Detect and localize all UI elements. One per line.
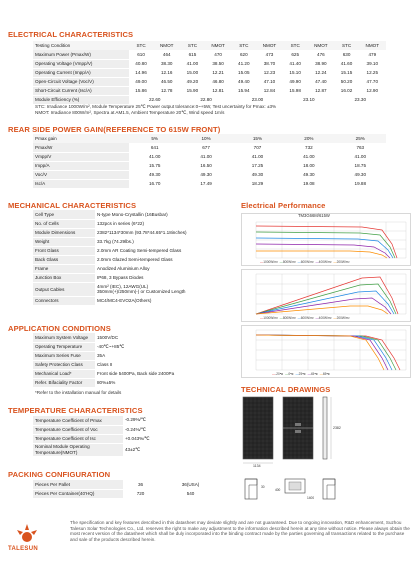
- efficiency-row: [33, 95, 386, 104]
- rear-header-cell: Pmax gain: [33, 134, 129, 143]
- rear-cell: Pmax/W: [33, 143, 129, 152]
- mechanical-cell: No. of Cells: [33, 219, 95, 228]
- technical-drawing: [241, 395, 411, 520]
- rear-gain-title: REAR SIDE POWER GAIN(REFERENCE TO 615W FRONT): [8, 125, 221, 134]
- application-cell: Maximum System Voltage: [33, 333, 95, 342]
- application-row: [33, 360, 223, 369]
- electrical-cell: 49.90: [283, 77, 307, 86]
- mechanical-row: [33, 264, 223, 273]
- frame-detail-3: [323, 479, 335, 499]
- electrical-table: [33, 41, 386, 105]
- rear-cell: 18.29: [232, 179, 283, 188]
- electrical-cell: 16.02: [335, 86, 359, 95]
- rear-cell: 49.30: [232, 170, 283, 179]
- electrical-cell: Maximum Power (Pmax/W): [33, 50, 129, 59]
- mechanical-title: MECHANICAL CHARACTERISTICS: [8, 201, 137, 210]
- electrical-header-cell: NMOT: [256, 41, 283, 50]
- electrical-cell: 40.80: [129, 59, 153, 68]
- electrical-cell: 620: [232, 50, 256, 59]
- mechanical-cell: 33.7kg (74.29lbs.): [95, 237, 223, 246]
- electrical-row: [33, 86, 386, 95]
- electrical-cell: 50.20: [335, 77, 359, 86]
- electrical-cell: 15.00: [180, 68, 204, 77]
- electrical-row: [33, 68, 386, 77]
- rear-header-cell: 15%: [232, 134, 283, 143]
- electrical-cell: 14.96: [129, 68, 153, 77]
- rear-cell: 19.88: [335, 179, 386, 188]
- application-title: APPLICATION CONDITIONS: [8, 324, 111, 333]
- electrical-header-cell: STC: [335, 41, 359, 50]
- mechanical-cell: 2382*1134*30mm (93.78*44.65*1.18inches): [95, 228, 223, 237]
- rear-cell: 49.30: [283, 170, 334, 179]
- rear-cell: Isc/A: [33, 179, 129, 188]
- mechanical-row: [33, 296, 223, 305]
- electrical-cell: 15.90: [180, 86, 204, 95]
- electrical-cell: 470: [204, 50, 231, 59]
- electrical-cell: 46.50: [153, 77, 180, 86]
- temp-curve-5: [256, 335, 384, 370]
- rear-cell: 41.00: [232, 152, 283, 161]
- application-cell: Safety Protection Class: [33, 360, 95, 369]
- rear-cell: 17.49: [180, 179, 231, 188]
- electrical-cell: 464: [153, 50, 180, 59]
- mechanical-cell: IP68, 3 Bypass Diodes: [95, 273, 223, 282]
- rear-gain-table: [33, 134, 386, 189]
- mechanical-cell: 4mm² (IEC), 12AWG(UL) 350mm(+)/250mm(-) or Customized Length: [95, 282, 223, 296]
- electrical-cell: 12.84: [256, 86, 283, 95]
- electrical-cell: 615: [180, 50, 204, 59]
- electrical-cell: 630: [335, 50, 359, 59]
- application-row: [33, 342, 223, 351]
- rear-cell: 18.75: [335, 161, 386, 170]
- electrical-cell: 473: [256, 50, 283, 59]
- front-view-panel: [243, 397, 273, 459]
- electrical-header-cell: STC: [180, 41, 204, 50]
- electrical-cell: 49.20: [180, 77, 204, 86]
- electrical-cell: 15.10: [283, 68, 307, 77]
- electrical-header-cell: STC: [283, 41, 307, 50]
- electrical-cell: 12.23: [256, 68, 283, 77]
- electrical-cell: Operating Current (Impp/A): [33, 68, 129, 77]
- rear-cell: Vmpp/V: [33, 152, 129, 161]
- application-row: [33, 351, 223, 360]
- rear-cell: 16.70: [129, 179, 180, 188]
- mechanical-cell: Front Glass: [33, 246, 95, 255]
- electrical-cell: 47.40: [307, 77, 334, 86]
- rear-cell: 49.30: [335, 170, 386, 179]
- rear-cell: 732: [283, 143, 334, 152]
- electrical-cell: 41.20: [232, 59, 256, 68]
- rear-header-cell: 10%: [180, 134, 231, 143]
- mechanical-cell: Connectors: [33, 296, 95, 305]
- electrical-cell: 49.00: [129, 77, 153, 86]
- rear-header-cell: 5%: [129, 134, 180, 143]
- temp-chart: [241, 325, 411, 378]
- mechanical-cell: 2.0mm AR Coating Semi-tempered Glass: [95, 246, 223, 255]
- electrical-cell: 625: [283, 50, 307, 59]
- brand-name: TALESUN: [8, 546, 38, 552]
- iv-chart-model: TM3G66M/615W: [298, 213, 330, 218]
- rear-cell: 49.30: [180, 170, 231, 179]
- temperature-cell: +0.043%/℃: [123, 434, 223, 443]
- mechanical-cell: MC4/MC4-EVO2A(Others): [95, 296, 223, 305]
- iv-curve-600: [256, 238, 393, 258]
- packing-title: PACKING CONFIGURATION: [8, 470, 111, 479]
- temperature-cell: -0.29%/℃: [123, 416, 223, 425]
- mechanical-row: [33, 273, 223, 282]
- electrical-title: ELECTRICAL CHARACTERISTICS: [8, 30, 134, 39]
- iv-chart: [241, 213, 411, 266]
- rear-row: [33, 152, 386, 161]
- dim-width: 1134: [253, 464, 261, 468]
- temperature-table: [33, 416, 223, 457]
- packing-cell: 36(USA): [158, 480, 223, 489]
- electrical-cell: 38.90: [307, 59, 334, 68]
- mechanical-row: [33, 219, 223, 228]
- talesun-logo-icon: [12, 522, 42, 546]
- dim-mount-1: 400: [275, 488, 281, 492]
- mechanical-cell: Module Dimensions: [33, 228, 95, 237]
- rear-row: [33, 179, 386, 188]
- electrical-cell: 15.86: [129, 86, 153, 95]
- mechanical-cell: Frame: [33, 264, 95, 273]
- electrical-header-cell: NMOT: [359, 41, 386, 50]
- efficiency-cell: 23.00: [232, 95, 283, 104]
- application-row: [33, 378, 223, 387]
- rear-cell: 19.08: [283, 179, 334, 188]
- dim-thickness: 30: [261, 485, 265, 489]
- mechanical-cell: Anodized Aluminium Alloy: [95, 264, 223, 273]
- rear-cell: 15.75: [129, 161, 180, 170]
- temperature-cell: Temperature Coefficient of Isc: [33, 434, 123, 443]
- pv-chart: [241, 269, 411, 322]
- electrical-cell: 41.40: [283, 59, 307, 68]
- rear-cell: 763: [335, 143, 386, 152]
- electrical-cell: 12.81: [204, 86, 231, 95]
- mechanical-row: [33, 255, 223, 264]
- temperature-row: [33, 443, 223, 456]
- mechanical-row: [33, 246, 223, 255]
- mechanical-cell: Junction Box: [33, 273, 95, 282]
- iv-curve-200: [256, 251, 387, 258]
- electrical-cell: 15.05: [232, 68, 256, 77]
- electrical-cell: 41.60: [335, 59, 359, 68]
- footer-disclaimer: The specification and key features described in this datasheet may deviate slightly and are not guaranteed. Due to ongoing innovation, R&D enhancement, Suzhou Talesun Solar Technologies Co., Ltd. reserves the right to make any adjustment to the information described herein at any time without notice. Please always obtain the most recent version of the datasheet which shall be duly incorporated into the binding contract made by the parties governing all transactions related to the purchase and sale of the products described herein.: [70, 520, 410, 542]
- dim-height: 2382: [333, 426, 341, 430]
- electrical-cell: Open-Circuit Voltage (Voc/V): [33, 77, 129, 86]
- electrical-cell: Operating Voltage (Vmpp/V): [33, 59, 129, 68]
- packing-row: [33, 489, 223, 498]
- electrical-cell: 610: [129, 50, 153, 59]
- electrical-cell: 47.10: [256, 77, 283, 86]
- efficiency-label: Module Efficiency (%): [33, 95, 129, 104]
- efficiency-cell: 23.30: [335, 95, 387, 104]
- application-cell: Operating Temperature: [33, 342, 95, 351]
- temperature-cell: 43±2℃: [123, 443, 223, 456]
- electrical-header-cell: NMOT: [307, 41, 334, 50]
- temperature-row: [33, 416, 223, 425]
- electrical-cell: 12.21: [204, 68, 231, 77]
- temp-curve-2: [256, 335, 396, 370]
- mechanical-row: [33, 237, 223, 246]
- dim-mount-2: 1400: [307, 496, 315, 500]
- electrical-cell: 476: [307, 50, 334, 59]
- application-cell: 1500V/DC: [95, 333, 223, 342]
- electrical-header-cell: STC: [232, 41, 256, 50]
- temp-legend: —-20℃ —0℃ —25℃ —45℃ —65℃: [272, 372, 331, 376]
- electrical-cell: 38.30: [153, 59, 180, 68]
- performance-title: Electrical Performance: [241, 201, 326, 210]
- electrical-header-cell: Testing Condition: [33, 41, 129, 50]
- application-row: [33, 369, 223, 378]
- electrical-cell: 41.00: [180, 59, 204, 68]
- packing-cell: Pieces Per Container(40'HQ): [33, 489, 123, 498]
- electrical-cell: 49.40: [232, 77, 256, 86]
- efficiency-cell: 22.80: [180, 95, 231, 104]
- packing-cell: Pieces Per Pallet: [33, 480, 123, 489]
- application-table: [33, 333, 223, 388]
- rear-header-cell: 25%: [335, 134, 386, 143]
- packing-cell: 720: [123, 489, 158, 498]
- rear-cell: Impp/A: [33, 161, 129, 170]
- temperature-title: TEMPERATURE CHARACTERISTICS: [8, 406, 143, 415]
- rear-cell: 17.25: [232, 161, 283, 170]
- rear-cell: 677: [180, 143, 231, 152]
- rear-header-cell: 20%: [283, 134, 334, 143]
- rear-cell: 16.50: [180, 161, 231, 170]
- electrical-cell: 12.87: [307, 86, 334, 95]
- application-cell: Mechanical Load*: [33, 369, 95, 378]
- temperature-row: [33, 425, 223, 434]
- rear-cell: 41.00: [180, 152, 231, 161]
- electrical-cell: 38.50: [204, 59, 231, 68]
- temp-curve-4: [256, 335, 388, 370]
- rear-cell: 41.00: [283, 152, 334, 161]
- mechanical-cell: 132pcs in series (6*22): [95, 219, 223, 228]
- packing-cell: 36: [123, 480, 158, 489]
- pv-curve-400: [256, 298, 391, 314]
- electrical-header-cell: NMOT: [204, 41, 231, 50]
- electrical-cell: 12.25: [359, 68, 386, 77]
- application-cell: Class II: [95, 360, 223, 369]
- temperature-cell: -0.24%/℃: [123, 425, 223, 434]
- electrical-cell: 12.24: [307, 68, 334, 77]
- mechanical-cell: N-type Mono-Crystallin (16Busbar): [95, 210, 223, 219]
- temperature-cell: Temperature Coefficient of Pmax: [33, 416, 123, 425]
- mechanical-row: [33, 282, 223, 296]
- electrical-header-row: [33, 41, 386, 50]
- mechanical-cell: Back Glass: [33, 255, 95, 264]
- electrical-note-nmot: NMOT: Irradiance 800W/m², Spectra at AM1.5, Ambient Temperature 20℃, Wind speed 1m/s: [35, 110, 225, 115]
- electrical-cell: 15.94: [232, 86, 256, 95]
- electrical-cell: 479: [359, 50, 386, 59]
- electrical-cell: 12.78: [153, 86, 180, 95]
- mechanical-cell: Output Cables: [33, 282, 95, 296]
- electrical-cell: 38.70: [256, 59, 283, 68]
- rear-row: [33, 170, 386, 179]
- rear-row: [33, 143, 386, 152]
- efficiency-cell: 23.10: [283, 95, 334, 104]
- application-cell: Maximum Series Fuse: [33, 351, 95, 360]
- electrical-cell: 15.98: [283, 86, 307, 95]
- iv-legend: —1000W/m² —800W/m² —600W/m² —400W/m² —200W/m²: [260, 260, 350, 264]
- rear-row: [33, 161, 386, 170]
- electrical-cell: 15.15: [335, 68, 359, 77]
- electrical-cell: 12.90: [359, 86, 386, 95]
- electrical-cell: 12.16: [153, 68, 180, 77]
- application-cell: Front side 5400Pa, Back side 2400Pa: [95, 369, 223, 378]
- rear-cell: 41.00: [129, 152, 180, 161]
- rear-cell: 18.00: [283, 161, 334, 170]
- electrical-row: [33, 50, 386, 59]
- temperature-cell: Temperature Coefficient of Voc: [33, 425, 123, 434]
- mechanical-cell: 2.0mm Glazed Semi-tempered Glass: [95, 255, 223, 264]
- packing-table: [33, 480, 223, 499]
- electrical-cell: 47.70: [359, 77, 386, 86]
- electrical-cell: 46.80: [204, 77, 231, 86]
- pv-legend: —1000W/m² —800W/m² —600W/m² —400W/m² —200W/m²: [260, 316, 350, 320]
- mechanical-table: [33, 210, 223, 306]
- packing-row: [33, 480, 223, 489]
- electrical-header-cell: STC: [129, 41, 153, 50]
- electrical-row: [33, 77, 386, 86]
- application-row: [33, 333, 223, 342]
- temp-curve-3: [256, 335, 392, 370]
- frame-detail-1: [245, 479, 257, 499]
- mechanical-row: [33, 210, 223, 219]
- rear-cell: 641: [129, 143, 180, 152]
- electrical-row: [33, 59, 386, 68]
- rear-cell: 707: [232, 143, 283, 152]
- electrical-cell: 39.10: [359, 59, 386, 68]
- application-cell: Refer. Bifaciality Factor: [33, 378, 95, 387]
- application-cell: -40℃~+85℃: [95, 342, 223, 351]
- temperature-cell: Nominal Module Operating Temperature(NMOT): [33, 443, 123, 456]
- application-cell: 35A: [95, 351, 223, 360]
- application-note: *Refer to the installation manual for details: [35, 390, 122, 395]
- electrical-header-cell: NMOT: [153, 41, 180, 50]
- rear-cell: Voc/V: [33, 170, 129, 179]
- mechanical-row: [33, 228, 223, 237]
- side-view-panel: [323, 397, 327, 459]
- efficiency-cell: 22.60: [129, 95, 180, 104]
- mechanical-cell: Cell Type: [33, 210, 95, 219]
- temperature-row: [33, 434, 223, 443]
- packing-cell: 540: [158, 489, 223, 498]
- electrical-note-stc: STC: Irradiance 1000W/m², Module Temperature 25℃ Power output tolerance:0~+5W, Test uncertainty for Pmax: ±3%: [35, 104, 277, 109]
- mechanical-cell: Weight: [33, 237, 95, 246]
- technical-title: TECHNICAL DRAWINGS: [241, 385, 331, 394]
- rear-cell: 49.30: [129, 170, 180, 179]
- rear-cell: 41.00: [335, 152, 386, 161]
- electrical-cell: Short-Circuit Current (Isc/A): [33, 86, 129, 95]
- iv-grid: [256, 222, 406, 258]
- rear-header-row: [33, 134, 386, 143]
- application-cell: 80%±5%: [95, 378, 223, 387]
